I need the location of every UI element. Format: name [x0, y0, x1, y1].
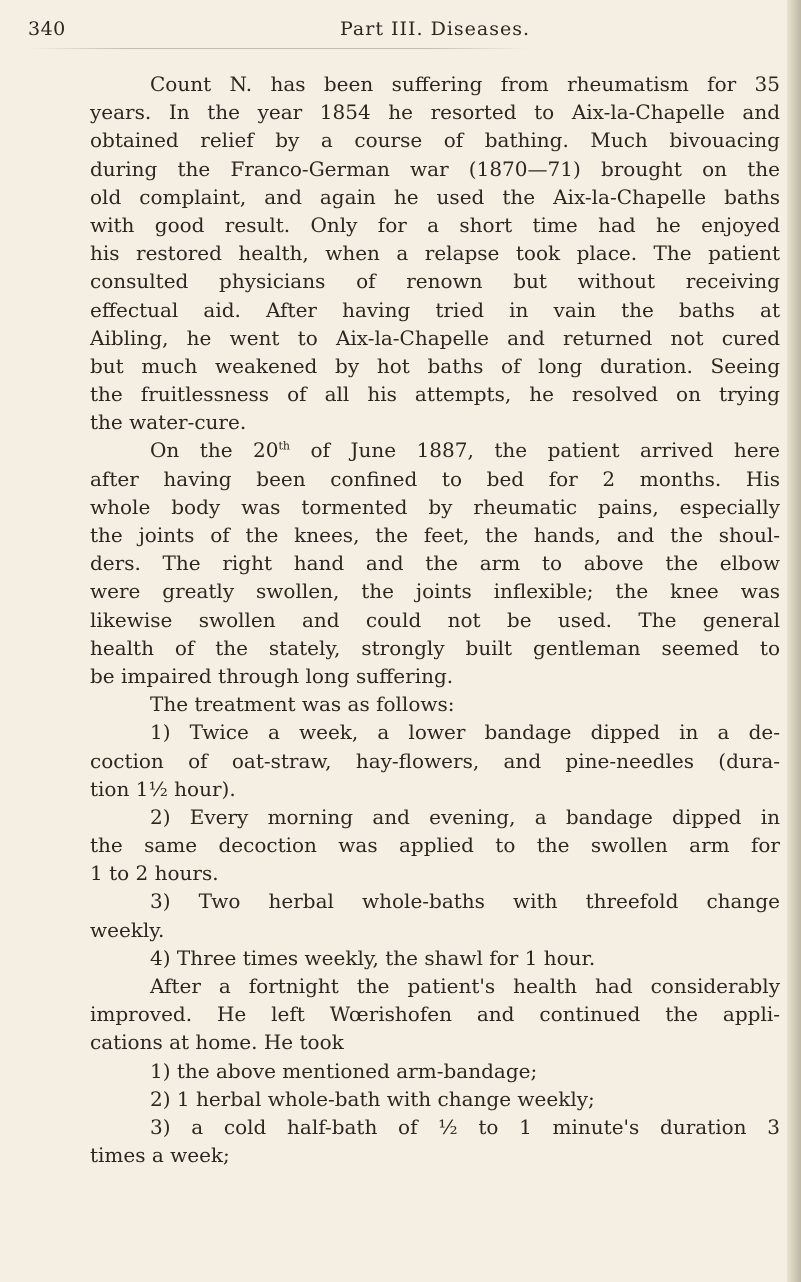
text-line: consulted physicians of renown but without receiving	[90, 269, 780, 294]
running-title: Part III. Diseases.	[340, 18, 531, 40]
text-line: On the 20th of June 1887, the patient arrived here	[150, 438, 780, 463]
body-text	[90, 70, 780, 1169]
text-line: obtained relief by a course of bathing. Much bivouacing	[90, 128, 780, 153]
text-line: were greatly swollen, the joints inflexible; the knee was	[90, 579, 780, 604]
text-line: the fruitlessness of all his attempts, he resolved on trying	[90, 382, 780, 407]
header-rule	[28, 48, 528, 49]
text-line: but much weakened by hot baths of long duration. Seeing	[90, 353, 780, 378]
text-line: cations at home. He took	[90, 1030, 344, 1055]
text-line: improved. He left Wœrishofen and continued the appli-	[90, 1002, 780, 1027]
list-item-line: 3) a cold half-bath of ½ to 1 minute's duration 3	[150, 1114, 780, 1139]
text-line: health of the stately, strongly built gentleman seemed to	[90, 635, 780, 660]
list-item-line: 2) 1 herbal whole-bath with change weekly;	[150, 1086, 595, 1111]
text-line: old complaint, and again he used the Aix-la-Chapelle baths	[90, 184, 780, 209]
text-line: likewise swollen and could not be used. The general	[90, 607, 780, 632]
text-line: After a fortnight the patient's health had considerably	[150, 974, 780, 998]
list-item-line: 3) Two herbal whole-baths with threefold change	[150, 889, 780, 914]
list-item-line: coction of oat-straw, hay-flowers, and pine-needles (dura-	[90, 748, 780, 773]
text-line: with good result. Only for a short time had he enjoyed	[90, 212, 780, 237]
list-item-line: tion 1½ hour).	[90, 776, 236, 801]
list-item-line: the same decoction was applied to the swollen arm for	[90, 833, 780, 858]
list-item-line: 1) Twice a week, a lower bandage dipped in a de-	[150, 720, 780, 745]
text-line: Aibling, he went to Aix-la-Chapelle and returned not cured	[90, 325, 780, 350]
text-line: The treatment was as follows:	[150, 692, 455, 717]
list-item-line: weekly.	[90, 917, 165, 942]
text-line: during the Franco-German war (1870—71) brought on the	[90, 156, 780, 181]
page-edge	[787, 0, 801, 1282]
text-line: be impaired through long suffering.	[90, 663, 454, 688]
text-line: effectual aid. After having tried in vain the baths at	[90, 297, 780, 322]
text-line: the water-cure.	[90, 410, 247, 435]
page-number: 340	[28, 18, 66, 40]
list-item-line: 4) Three times weekly, the shawl for 1 hour.	[150, 945, 596, 970]
text-line: years. In the year 1854 he resorted to Aix-la-Chapelle and	[90, 100, 780, 125]
text-line: Count N. has been suffering from rheumatism for 35	[150, 72, 780, 96]
text-line: his restored health, when a relapse took place. The patient	[90, 241, 780, 266]
text-line-date	[90, 436, 780, 464]
list-item-line: 1 to 2 hours.	[90, 861, 219, 886]
text-line: after having been confined to bed for 2 months. His	[90, 466, 780, 491]
list-item-line: 1) the above mentioned arm-bandage;	[150, 1058, 538, 1083]
list-item-line: 2) Every morning and evening, a bandage dipped in	[150, 804, 780, 829]
text-line: the joints of the knees, the feet, the hands, and the shoul-	[90, 523, 780, 547]
list-item-line: times a week;	[90, 1143, 230, 1168]
ordinal-suffix: th	[278, 439, 290, 453]
text-line: whole body was tormented by rheumatic pains, especially	[90, 494, 780, 519]
text-line: ders. The right hand and the arm to above the elbow	[90, 551, 780, 576]
